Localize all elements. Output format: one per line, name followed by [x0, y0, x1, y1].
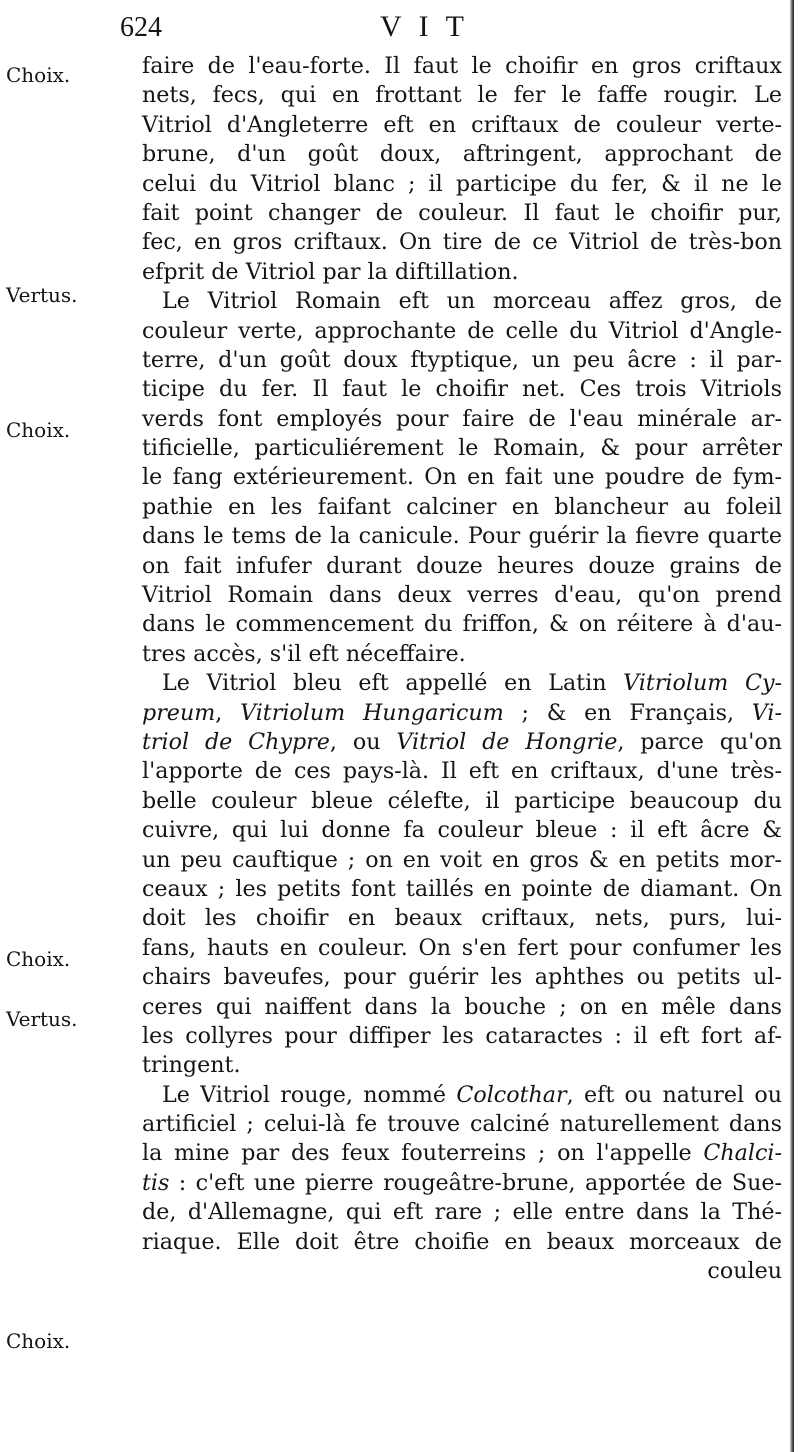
text-line: belle couleur bleue célefte, il participe beaucoup du	[142, 787, 782, 814]
page-header	[0, 12, 800, 44]
text-line: couleu	[707, 1258, 782, 1285]
text-line: riaque. Elle doit être choifie en beaux morceaux de	[142, 1228, 782, 1255]
margin-note: Vertus.	[6, 283, 78, 307]
text-line: verds font employés pour faire de l'eau minérale ar-	[142, 405, 782, 432]
text-line: fait point changer de couleur. Il faut le choifir pur,	[142, 199, 782, 226]
text-line: on fait infufer durant douze heures douze grains de	[142, 552, 782, 579]
text-line: Vitriol Romain dans deux verres d'eau, qu'on prend	[142, 582, 782, 609]
text-line: tringent.	[142, 1052, 241, 1079]
text-line: Le Vitriol Romain eft un morceau affez gros, de	[162, 288, 782, 315]
text-line: ceaux ; les petits font taillés en pointe de diamant. On	[142, 875, 782, 902]
text-line: ticipe du fer. Il faut le choifir net. Ces trois Vitriols	[142, 376, 782, 403]
text-column	[142, 52, 782, 1286]
text-line: ceres qui naiffent dans la bouche ; on en mêle dans	[142, 993, 782, 1020]
text-line: tres accès, s'il eft néceffaire.	[142, 640, 466, 667]
text-line: le fang extérieurement. On en fait une poudre de fym-	[142, 464, 782, 491]
text-line: l'apporte de ces pays-là. Il eft en criftaux, d'une très-	[142, 758, 782, 785]
text-line: dans le commencement du friffon, & on réitere à d'au-	[142, 611, 782, 638]
text-line: les collyres pour diffiper les cataractes : il eft fort af-	[142, 1022, 782, 1049]
text-line: fec, en gros criftaux. On tire de ce Vitriol de très-bon	[142, 229, 782, 256]
text-line: Le Vitriol bleu eft appellé en Latin Vitriolum Cy-	[162, 670, 782, 697]
running-head: V I T	[380, 10, 469, 43]
text-line: terre, d'un goût doux ftyptique, un peu âcre : il par-	[142, 346, 782, 373]
text-line: tis : c'eft une pierre rougeâtre-brune, apportée de Sue-	[142, 1169, 782, 1196]
text-line: dans le tems de la canicule. Pour guérir la fievre quarte	[142, 523, 782, 550]
text-line: un peu cauftique ; on en voit en gros & en petits mor-	[142, 846, 782, 873]
text-line: chairs baveufes, pour guérir les aphthes ou petits ul-	[142, 964, 782, 991]
margin-note: Choix.	[6, 418, 71, 442]
text-line: Le Vitriol rouge, nommé Colcothar, eft ou naturel ou	[162, 1081, 783, 1108]
text-line: pathie en les faifant calciner en blancheur au foleil	[142, 493, 782, 520]
text-line: doit les choifir en beaux criftaux, nets, purs, lui-	[142, 905, 782, 932]
text-line: de, d'Allemagne, qui eft rare ; elle entre dans la Thé-	[142, 1199, 782, 1226]
text-line: brune, d'un goût doux, aftringent, approchant de	[142, 141, 782, 168]
margin-note: Choix.	[6, 1329, 71, 1353]
page-number: 624	[120, 12, 162, 43]
text-line: artificiel ; celui-là fe trouve calciné naturellement dans	[142, 1111, 782, 1138]
text-line: preum, Vitriolum Hungaricum ; & en Français, Vi-	[142, 699, 782, 726]
text-line: triol de Chypre, ou Vitriol de Hongrie, parce qu'on	[142, 728, 782, 755]
page-edge	[790, 0, 794, 1452]
margin-note: Vertus.	[6, 1007, 78, 1031]
text-line: celui du Vitriol blanc ; il participe du fer, & il ne le	[142, 170, 782, 197]
margin-note: Choix.	[6, 947, 71, 971]
text-line: cuivre, qui lui donne fa couleur bleue : il eft âcre &	[142, 817, 782, 844]
text-line: tificielle, particuliérement le Romain, & pour arrêter	[142, 435, 782, 462]
margin-note: Choix.	[6, 63, 71, 87]
text-line: Vitriol d'Angleterre eft en criftaux de couleur verte-	[142, 111, 782, 138]
text-line: la mine par des feux fouterreins ; on l'appelle Chalci-	[142, 1140, 782, 1167]
text-line: faire de l'eau-forte. Il faut le choifir en gros criftaux	[142, 53, 782, 79]
text-line: efprit de Vitriol par la diftillation.	[142, 258, 519, 285]
text-line: nets, fecs, qui en frottant le fer le faffe rougir. Le	[142, 82, 782, 109]
text-line: couleur verte, approchante de celle du Vitriol d'Angle-	[142, 317, 782, 344]
text-line: fans, hauts en couleur. On s'en fert pour confumer les	[142, 934, 782, 961]
